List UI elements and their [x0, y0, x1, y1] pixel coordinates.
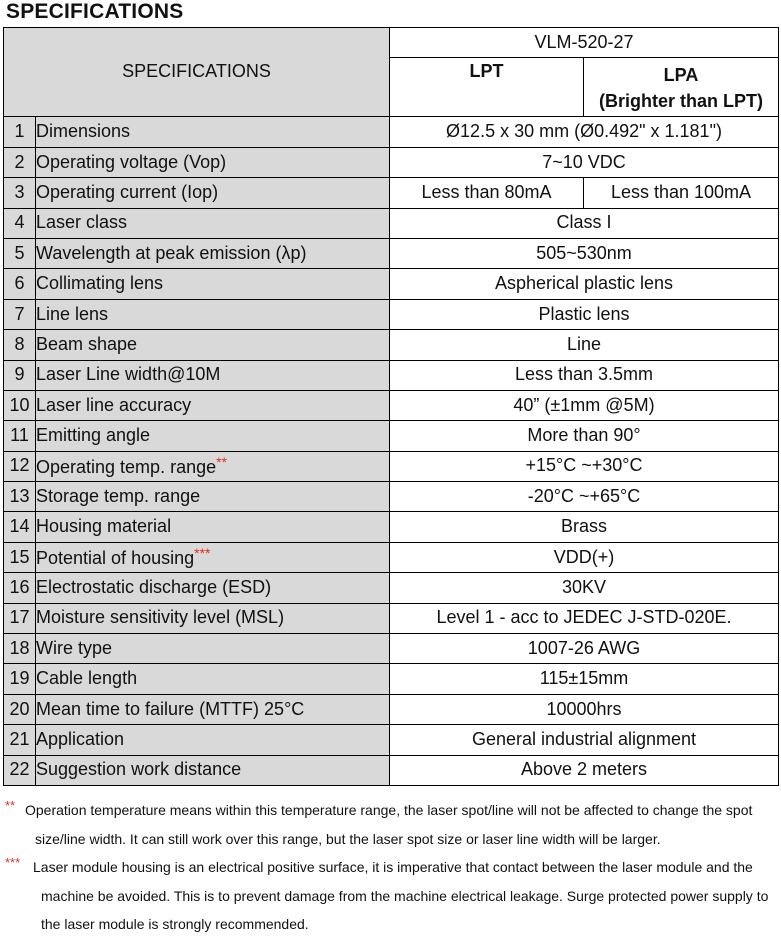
spec-row [4, 482, 779, 512]
footnote-text-line: size/line width. It can still work over this range, but the laser spot size or laser line width will be larger. [35, 830, 661, 847]
spec-value: General industrial alignment [390, 725, 779, 755]
spec-row-name [36, 482, 390, 512]
spec-value: Above 2 meters [390, 755, 779, 785]
spec-value: 1007-26 AWG [390, 634, 779, 664]
spec-row-name [36, 299, 390, 329]
spec-value: -20°C ~+65°C [390, 482, 779, 512]
spec-row-name [36, 634, 390, 664]
spec-name-text: Emitting angle [36, 425, 151, 446]
spec-row-number: 12 [4, 451, 36, 481]
spec-value: +15°C ~+30°C [390, 451, 779, 481]
spec-row-name [36, 725, 390, 755]
variant-lpa-note: (Brighter than LPT) [599, 91, 763, 112]
spec-name-text: Laser class [36, 212, 128, 233]
spec-value: 115±15mm [390, 664, 779, 694]
spec-name-text: Electrostatic discharge (ESD) [36, 577, 272, 598]
spec-row-number: 2 [4, 147, 36, 177]
spec-row [4, 664, 779, 694]
spec-row-number: 4 [4, 208, 36, 238]
spec-table [3, 27, 779, 786]
spec-name-text: Wire type [36, 637, 113, 658]
spec-row-number: 7 [4, 299, 36, 329]
spec-row-number: 16 [4, 573, 36, 603]
spec-value: 30KV [390, 573, 779, 603]
footnote-housing-potential [5, 853, 775, 939]
spec-row-number: 22 [4, 755, 36, 785]
spec-row [4, 573, 779, 603]
spec-row-number: 9 [4, 360, 36, 390]
spec-name-text: Operating voltage (Vop) [36, 151, 227, 172]
spec-value: Ø12.5 x 30 mm (Ø0.492" x 1.181") [390, 117, 779, 147]
spec-row-name [36, 238, 390, 268]
spec-value: VDD(+) [390, 542, 779, 572]
spec-name-text: Housing material [36, 516, 172, 537]
footnote-text-line: Laser module housing is an electrical positive surface, it is imperative that contact between the laser module and the [33, 859, 753, 875]
spec-row [4, 634, 779, 664]
spec-value-lpt: Less than 80mA [390, 178, 584, 208]
spec-value: Plastic lens [390, 299, 779, 329]
spec-row-name [36, 360, 390, 390]
spec-row-number: 13 [4, 482, 36, 512]
spec-row-number: 19 [4, 664, 36, 694]
footnote-mark: *** [5, 855, 21, 870]
spec-row-number: 17 [4, 603, 36, 633]
spec-name-text: Mean time to failure (MTTF) 25°C [36, 698, 305, 719]
spec-header-label: SPECIFICATIONS [4, 28, 390, 117]
spec-row [4, 117, 779, 147]
spec-row [4, 360, 779, 390]
spec-row [4, 299, 779, 329]
variant-lpa [584, 58, 779, 117]
spec-value: 7~10 VDC [390, 147, 779, 177]
spec-row [4, 725, 779, 755]
spec-row-name [36, 694, 390, 724]
spec-row-number: 10 [4, 390, 36, 420]
spec-row [4, 542, 779, 572]
spec-row-name [36, 573, 390, 603]
spec-row [4, 147, 779, 177]
footnote-text-line: machine be avoided. This is to prevent damage from the machine electrical leakage. Surge protected power supply to [41, 887, 769, 904]
spec-row [4, 603, 779, 633]
spec-value: 10000hrs [390, 694, 779, 724]
spec-row-name [36, 603, 390, 633]
spec-name-text: Wavelength at peak emission (λp) [36, 242, 307, 263]
spec-value: More than 90° [390, 421, 779, 451]
footnote-text-line: the laser module is strongly recommended. [41, 916, 309, 932]
spec-row-name [36, 421, 390, 451]
spec-row-name [36, 269, 390, 299]
spec-value: Less than 3.5mm [390, 360, 779, 390]
spec-row [4, 512, 779, 542]
spec-name-text: Laser line accuracy [36, 394, 192, 415]
spec-row [4, 451, 779, 481]
spec-row-number: 14 [4, 512, 36, 542]
spec-row-number: 8 [4, 330, 36, 360]
footnote-mark: ** [5, 798, 16, 813]
spec-row [4, 208, 779, 238]
spec-row [4, 238, 779, 268]
spec-row [4, 755, 779, 785]
footnote-reference-mark: ** [216, 453, 228, 470]
spec-name-text: Line lens [36, 303, 109, 324]
spec-value: Brass [390, 512, 779, 542]
spec-row [4, 390, 779, 420]
spec-row-number: 21 [4, 725, 36, 755]
spec-name-text: Collimating lens [36, 273, 164, 294]
spec-row-name [36, 451, 390, 481]
spec-row-name [36, 390, 390, 420]
spec-name-text: Storage temp. range [36, 485, 201, 506]
spec-value: Class I [390, 208, 779, 238]
footnotes [5, 796, 775, 939]
footnote-operating-temp [5, 796, 775, 853]
spec-row-name [36, 542, 390, 572]
spec-name-text: Dimensions [36, 121, 131, 142]
spec-name-text: Suggestion work distance [36, 759, 242, 780]
header-row-model [4, 28, 779, 58]
spec-row [4, 269, 779, 299]
spec-row-number: 6 [4, 269, 36, 299]
spec-row-name [36, 664, 390, 694]
spec-name-text: Moisture sensitivity level (MSL) [36, 607, 285, 628]
spec-row-name [36, 512, 390, 542]
page-title: SPECIFICATIONS [6, 0, 184, 23]
model-name: VLM-520-27 [390, 28, 779, 58]
spec-name-text: Beam shape [36, 333, 138, 354]
spec-row-number: 3 [4, 178, 36, 208]
spec-value: Line [390, 330, 779, 360]
spec-row-number: 5 [4, 238, 36, 268]
spec-row-number: 20 [4, 694, 36, 724]
spec-row-name [36, 330, 390, 360]
spec-row-number: 1 [4, 117, 36, 147]
spec-row-number: 15 [4, 542, 36, 572]
spec-row-name [36, 755, 390, 785]
spec-value-lpa: Less than 100mA [584, 178, 779, 208]
spec-value: 40” (±1mm @5M) [390, 390, 779, 420]
spec-row-name [36, 147, 390, 177]
spec-row-name [36, 178, 390, 208]
spec-row [4, 178, 779, 208]
footnote-text-line: Operation temperature means within this temperature range, the laser spot/line will not be affected to change the spot [25, 802, 753, 818]
spec-name-text: Operating temp. range [36, 456, 217, 477]
variant-lpa-name: LPA [663, 65, 699, 86]
spec-row-name [36, 208, 390, 238]
footnote-reference-mark: *** [194, 545, 211, 562]
spec-row [4, 694, 779, 724]
spec-name-text: Potential of housing [36, 548, 195, 569]
spec-row [4, 330, 779, 360]
spec-name-text: Laser Line width@10M [36, 364, 221, 385]
spec-row-number: 11 [4, 421, 36, 451]
spec-row-name [36, 117, 390, 147]
variant-lpt: LPT [390, 58, 584, 117]
spec-name-text: Application [36, 729, 125, 749]
spec-row [4, 421, 779, 451]
spec-name-text: Operating current (Iop) [36, 181, 219, 202]
spec-value: Aspherical plastic lens [390, 269, 779, 299]
spec-value: Level 1 - acc to JEDEC J-STD-020E. [390, 603, 779, 633]
spec-name-text: Cable length [36, 668, 138, 689]
spec-value: 505~530nm [390, 238, 779, 268]
spec-row-number: 18 [4, 634, 36, 664]
